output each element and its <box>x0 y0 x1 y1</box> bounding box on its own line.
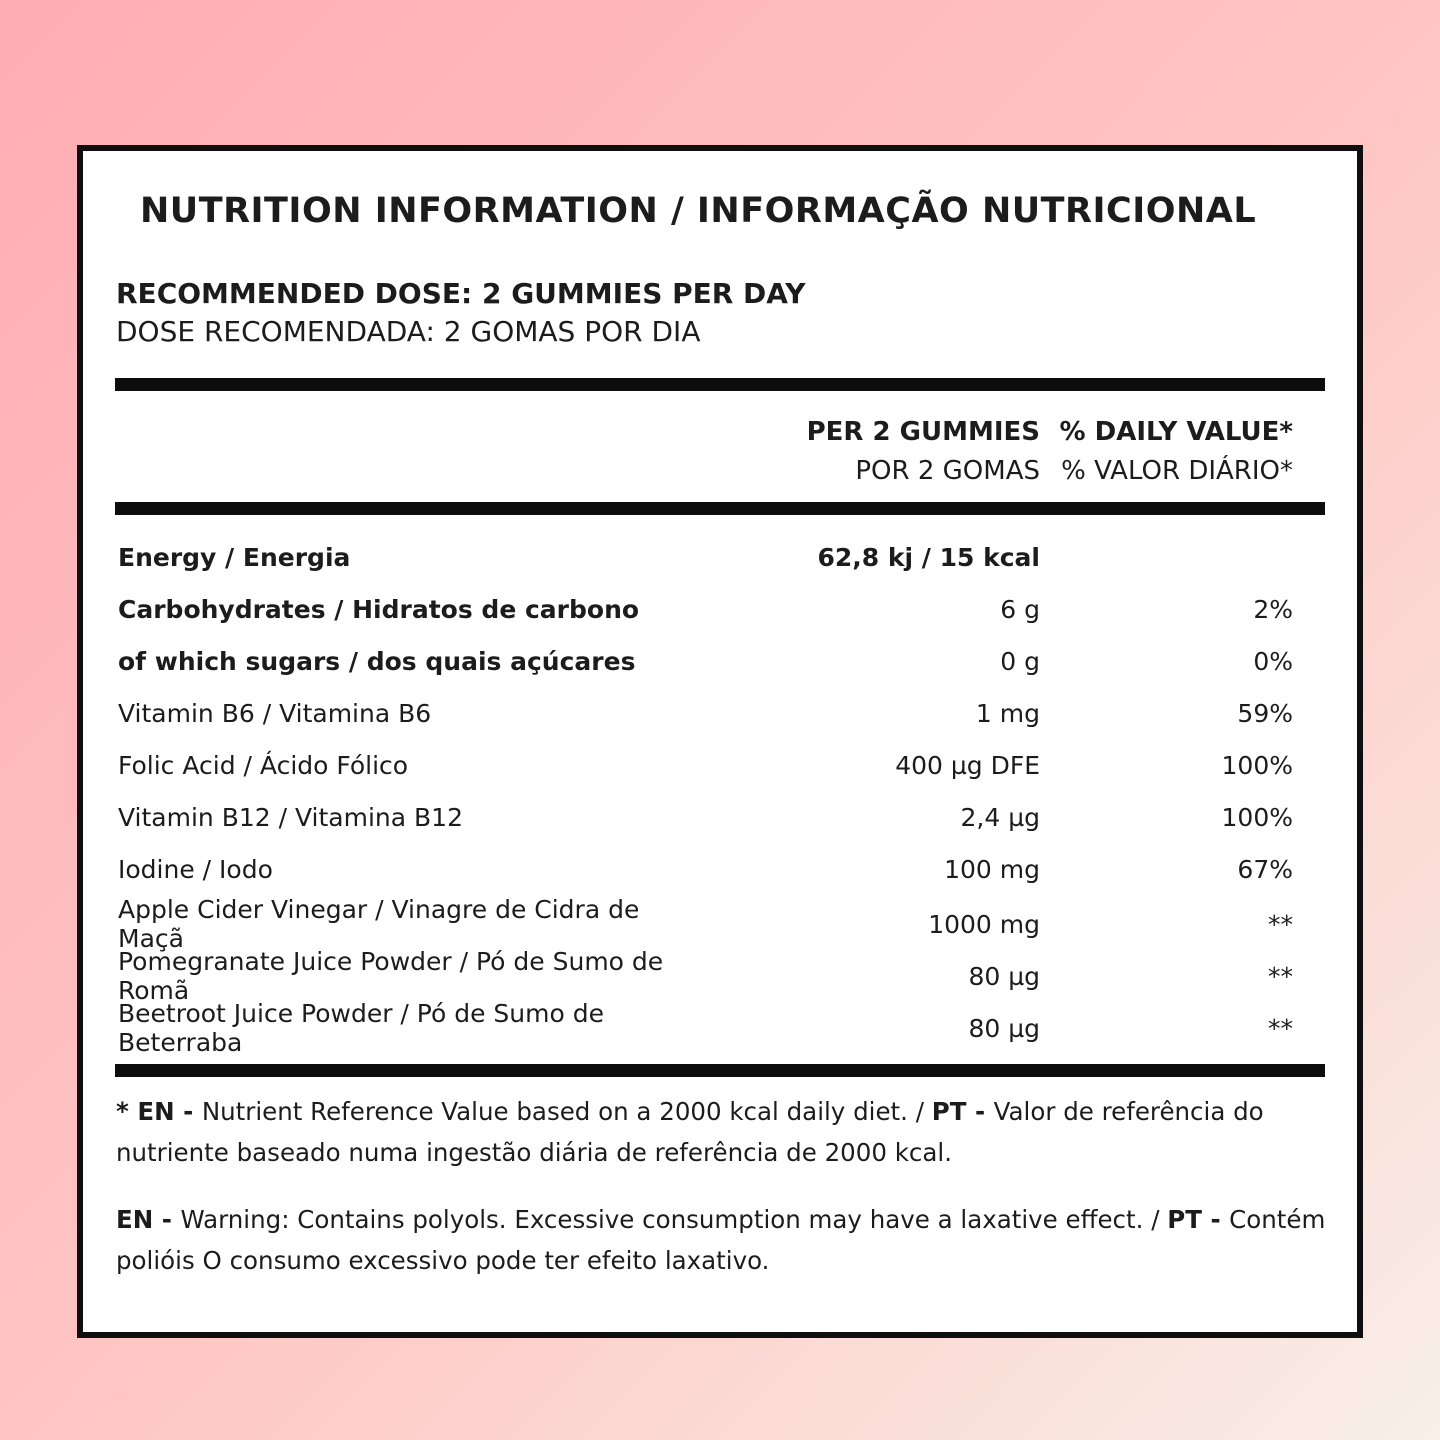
nutrient-dv: 100% <box>1221 750 1293 780</box>
nutrient-label: Vitamin B12 / Vitamina B12 <box>118 802 463 832</box>
nutrient-amount: 0 g <box>1000 646 1040 676</box>
footnotes <box>116 1091 1332 1307</box>
column-header-daily-value-en: % DAILY VALUE* <box>1059 417 1293 447</box>
footnote-paragraph <box>116 1091 1332 1173</box>
nutrient-dv: 67% <box>1237 854 1293 884</box>
nutrient-dv: ** <box>1268 909 1293 939</box>
nutrient-label: of which sugars / dos quais açúcares <box>118 646 636 676</box>
footnote-segment: Valor de referência do nutriente baseado numa ingestão diária de referência de 2000 kcal. <box>116 1097 1264 1167</box>
nutrient-dv: ** <box>1268 1013 1293 1043</box>
nutrient-dv: 2% <box>1253 594 1293 624</box>
column-header-amount-pt: POR 2 GOMAS <box>855 456 1040 486</box>
nutrient-dv: 0% <box>1253 646 1293 676</box>
nutrient-row <box>115 947 1293 1005</box>
nutrient-row <box>115 999 1293 1057</box>
nutrient-amount: 2,4 µg <box>960 802 1040 832</box>
nutrient-row <box>115 531 1293 583</box>
column-header-amount-en: PER 2 GUMMIES <box>806 417 1040 447</box>
nutrient-dv: 100% <box>1221 802 1293 832</box>
page-title: NUTRITION INFORMATION / INFORMAÇÃO NUTRICIONAL <box>140 191 1257 231</box>
nutrient-amount: 62,8 kj / 15 kcal <box>817 542 1040 572</box>
divider-header <box>115 502 1325 515</box>
nutrient-row <box>115 791 1293 843</box>
nutrient-amount: 6 g <box>1000 594 1040 624</box>
divider-top <box>115 378 1325 391</box>
nutrient-row <box>115 739 1293 791</box>
recommended-dose-pt: DOSE RECOMENDADA: 2 GOMAS POR DIA <box>116 315 701 348</box>
nutrient-amount: 80 µg <box>968 961 1040 991</box>
nutrient-row <box>115 583 1293 635</box>
nutrient-amount: 80 µg <box>968 1013 1040 1043</box>
column-header-amount <box>115 413 1040 491</box>
nutrient-amount: 1000 mg <box>928 909 1040 939</box>
footnote-segment: Warning: Contains polyols. Excessive consumption may have a laxative effect. / <box>180 1205 1168 1234</box>
nutrient-amount: 1 mg <box>975 698 1040 728</box>
nutrient-label: Apple Cider Vinegar / Vinagre de Cidra de Maçã <box>118 895 640 953</box>
nutrient-row <box>115 687 1293 739</box>
recommended-dose-en: RECOMMENDED DOSE: 2 GUMMIES PER DAY <box>116 277 806 310</box>
nutrient-row <box>115 635 1293 687</box>
nutrient-amount: 100 mg <box>944 854 1040 884</box>
nutrient-table <box>115 531 1293 1057</box>
footnote-segment: PT - <box>931 1097 994 1126</box>
nutrient-label: Folic Acid / Ácido Fólico <box>118 750 409 780</box>
nutrient-row <box>115 895 1293 953</box>
nutrient-dv: 59% <box>1237 698 1293 728</box>
nutrient-label: Beetroot Juice Powder / Pó de Sumo de Beterraba <box>118 999 604 1057</box>
nutrient-dv: ** <box>1268 961 1293 991</box>
nutrient-amount: 400 µg DFE <box>895 750 1040 780</box>
nutrition-label-card <box>77 145 1363 1338</box>
column-headers <box>115 413 1293 491</box>
nutrient-label: Iodine / Iodo <box>118 854 273 884</box>
nutrient-label: Energy / Energia <box>118 542 351 572</box>
footnote-segment: * EN - <box>116 1097 202 1126</box>
nutrient-label: Vitamin B6 / Vitamina B6 <box>118 698 432 728</box>
divider-bottom <box>115 1064 1325 1077</box>
column-header-daily-value-pt: % VALOR DIÁRIO* <box>1061 456 1293 486</box>
column-header-daily-value <box>1040 413 1293 491</box>
nutrient-label: Carbohydrates / Hidratos de carbono <box>118 594 640 624</box>
nutrient-row <box>115 843 1293 895</box>
nutrient-label: Pomegranate Juice Powder / Pó de Sumo de Romã <box>118 947 664 1005</box>
footnote-segment: PT - <box>1167 1205 1230 1234</box>
footnote-segment: Contém polióis O consumo excessivo pode ter efeito laxativo. <box>116 1205 1326 1275</box>
footnote-paragraph <box>116 1199 1332 1281</box>
footnote-segment: Nutrient Reference Value based on a 2000 kcal daily diet. / <box>201 1097 932 1126</box>
footnote-segment: EN - <box>116 1205 181 1234</box>
